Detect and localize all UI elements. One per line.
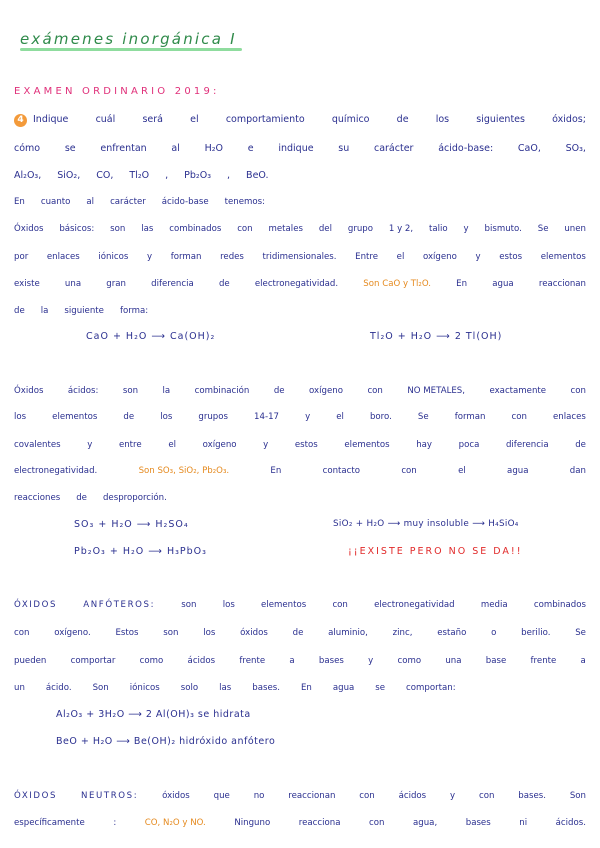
word: iónicos [129,683,160,693]
word: una [64,279,82,289]
word: tridimensionales. [262,252,337,262]
word: Óxidos [14,386,44,396]
word: aluminio, [328,628,368,638]
word: como [397,656,422,666]
word: el [458,466,466,476]
word: básicos: [59,224,95,234]
word: contacto [322,466,361,476]
word: , [165,170,169,181]
word: y [368,656,374,666]
word: enlaces [552,412,586,422]
word: elementos [52,412,98,422]
word: H₂O [204,143,224,154]
word: redes [220,252,244,262]
word: oxígeno [422,252,457,262]
word: Son [569,791,586,801]
word: oxígeno. [54,628,91,638]
basicos-line-2 [14,252,586,262]
word: e [247,143,254,154]
word: Indique [33,114,69,125]
word: los [203,628,216,638]
highlight-neutral-oxides: CO, N₂O y NO. [144,818,206,828]
word: desproporción. [102,493,167,503]
basicos-line-3 [14,279,586,289]
highlight-acid-oxides: Son SO₃, SiO₂, Pb₂O₃. [138,466,230,476]
word: y [87,440,93,450]
word: iónicos [98,252,129,262]
word: CaO, [517,143,541,154]
word: En [14,197,25,207]
word: ácidos: [67,386,99,396]
word: bismuto. [484,224,522,234]
word: Al₂O₃, [14,170,42,181]
word: los [160,412,173,422]
word: frente [530,656,557,666]
word: y [463,224,469,234]
equation-al2o3: Al₂O₃ + 3H₂O ⟶ 2 Al(OH)₃ se hidrata [56,709,251,720]
word: estos [294,440,318,450]
word: carácter [110,197,146,207]
word: las [141,224,154,234]
word: En [456,279,468,289]
word: reaccionan [288,791,336,801]
word: base [485,656,507,666]
word: y [263,440,269,450]
word: será [142,114,163,125]
word: la [40,306,49,316]
word: hay [416,440,432,450]
word: o [491,628,497,638]
word: los [222,600,235,610]
word: NO METALES, [407,386,465,396]
word: óxidos [162,791,190,801]
word: grupo [347,224,374,234]
neutros-line-1 [14,791,586,801]
word: con [14,628,30,638]
word: con [511,412,527,422]
word: gran [106,279,126,289]
word: exactamente [489,386,547,396]
word: elementos [540,252,586,262]
word: electronegatividad. [254,279,339,289]
word: agua, [413,818,438,828]
word: ácido-base: [438,143,494,154]
word: forma: [119,306,149,316]
word: frente [239,656,266,666]
word: agua [507,466,529,476]
word: ÓXIDOS [14,600,58,610]
word: NEUTROS: [80,791,139,801]
word: comportamiento [225,114,305,125]
word: con [570,386,586,396]
word: un [14,683,25,693]
word: a [580,656,586,666]
word: enlaces [46,252,80,262]
word: electronegatividad [374,600,455,610]
word: siguientes [476,114,525,125]
word: Tl₂O [129,170,150,181]
word: y [450,791,456,801]
word: de [292,628,304,638]
word: se [64,143,76,154]
word: agua [492,279,514,289]
word: las [219,683,232,693]
word: pueden [14,656,47,666]
word: específicamente [14,818,85,828]
word: oxígeno [309,386,343,396]
word: indique [278,143,314,154]
word: son [163,628,179,638]
word: del [318,224,332,234]
word: reacciones [14,493,61,503]
word: Óxidos [14,224,44,234]
word: media [480,600,508,610]
word: BeO. [246,170,269,181]
highlight-basic-oxides: Son CaO y Tl₂O. [363,279,431,289]
word: metales [268,224,303,234]
word: que [213,791,230,801]
equation-pb2o3: Pb₂O₃ + H₂O ⟶ H₃PbO₃ [74,546,207,557]
word: los [435,114,450,125]
word: de [575,440,586,450]
basicos-line-1 [14,224,586,234]
word: electronegatividad. [14,466,98,476]
acidos-line-2 [14,412,586,422]
word: estaño [437,628,467,638]
word: oxígeno [202,440,237,450]
word: talio [428,224,448,234]
word: diferencia [505,440,549,450]
word: combinación [194,386,250,396]
word: óxidos; [552,114,586,125]
word: unen [564,224,586,234]
word: dan [569,466,586,476]
equation-tl2o: Tl₂O + H₂O ⟶ 2 Tl(OH) [370,331,503,342]
acidos-line-3 [14,440,586,450]
word: , [227,170,231,181]
word: con [369,818,385,828]
anfoteros-line-1 [14,600,586,610]
word: ácidos [398,791,427,801]
word: son [181,600,197,610]
word: combinados [169,224,222,234]
word: boro. [369,412,392,422]
equation-beo: BeO + H₂O ⟶ Be(OH)₂ hidróxido anfótero [56,736,276,747]
word: : [113,818,117,828]
word: ácidos. [555,818,586,828]
word: de [218,279,230,289]
word: cómo [14,143,41,154]
word: con [332,600,348,610]
word: CO, [96,170,114,181]
word: covalentes [14,440,61,450]
word: bases [318,656,344,666]
word: la [162,386,171,396]
word: de [14,306,25,316]
word: tenemos: [224,197,266,207]
word: son [110,224,126,234]
word: Son [92,683,109,693]
exam-heading: EXAMEN ORDINARIO 2019: [14,86,220,97]
word: ÓXIDOS [14,791,58,801]
word: y [475,252,481,262]
acidos-line-5 [14,493,586,503]
word: Pb₂O₃ [184,170,212,181]
word: ANFÓTEROS: [83,600,156,610]
word: ni [519,818,528,828]
word: el [336,412,344,422]
word: cuál [95,114,116,125]
basicos-line-4 [14,306,586,316]
word: SiO₂, [57,170,81,181]
word: con [359,791,375,801]
word: berilio. [521,628,551,638]
word: con [478,791,495,801]
word: como [139,656,164,666]
intro-line [14,197,586,207]
word: con [237,224,253,234]
word: el [190,114,199,125]
equation-so3: SO₃ + H₂O ⟶ H₂SO₄ [74,519,189,530]
word: grupos [198,412,228,422]
note-exists-but-not-happen: ¡¡EXISTE PERO NO SE DA!! [348,546,523,557]
equation-cao: CaO + H₂O ⟶ Ca(OH)₂ [86,331,216,342]
word: elementos [261,600,307,610]
word: de [123,412,135,422]
word: Se [575,628,586,638]
word: cuanto [40,197,71,207]
word: Se [537,224,549,234]
question-line-3 [14,170,586,181]
word: bases [465,818,491,828]
page-title: exámenes inorgánica I [20,30,237,48]
equation-sio2: SiO₂ + H₂O ⟶ muy insoluble ⟶ H₄SiO₄ [333,519,519,529]
word: por [14,252,29,262]
word: Estos [115,628,139,638]
word: ácidos [187,656,216,666]
word: agua [332,683,355,693]
word: su [338,143,350,154]
word: a [289,656,295,666]
word: los [14,412,27,422]
word: el [396,252,405,262]
word: y [305,412,311,422]
word: carácter [373,143,414,154]
word: estos [499,252,523,262]
word: una [445,656,462,666]
word: de [76,493,87,503]
word: comportar [70,656,116,666]
word: poca [458,440,480,450]
word: se [375,683,386,693]
word: Ninguno [234,818,271,828]
word: forman [454,412,486,422]
word: bases. [252,683,280,693]
word: En [300,683,312,693]
question-line-2 [14,143,586,154]
word: entre [118,440,142,450]
word: forman [170,252,202,262]
word: químico [331,114,370,125]
word: son [122,386,139,396]
word: elementos [344,440,390,450]
word: 14-17 [254,412,280,422]
anfoteros-line-3 [14,656,586,666]
word: diferencia [151,279,194,289]
word: En [270,466,282,476]
question-number-badge: 4 [14,114,27,127]
title-highlight [20,48,242,51]
word: con [401,466,417,476]
anfoteros-line-2 [14,628,586,638]
word: al [171,143,180,154]
word: al [86,197,95,207]
word: reaccionan [538,279,586,289]
acidos-line-1 [14,386,586,396]
neutros-line-2 [14,818,586,828]
word: siguiente [64,306,104,316]
acidos-line-4 [14,466,586,476]
word: con [367,386,383,396]
word: no [253,791,265,801]
word: bases. [518,791,546,801]
word: existe [14,279,40,289]
word: combinados [533,600,586,610]
word: Entre [355,252,379,262]
anfoteros-line-4 [14,683,586,693]
word: ácido-base [161,197,209,207]
word: solo [180,683,199,693]
word: comportan: [406,683,456,693]
word: SO₃, [565,143,586,154]
word: zinc, [392,628,413,638]
word: óxidos [240,628,268,638]
word: de [273,386,285,396]
word: Se [417,412,429,422]
word: reacciona [298,818,341,828]
word: enfrentan [100,143,147,154]
word: 1 y 2, [388,224,414,234]
word: de [396,114,409,125]
word: el [168,440,176,450]
word: ácido. [45,683,72,693]
word: y [146,252,153,262]
question-line-1 [14,114,586,127]
